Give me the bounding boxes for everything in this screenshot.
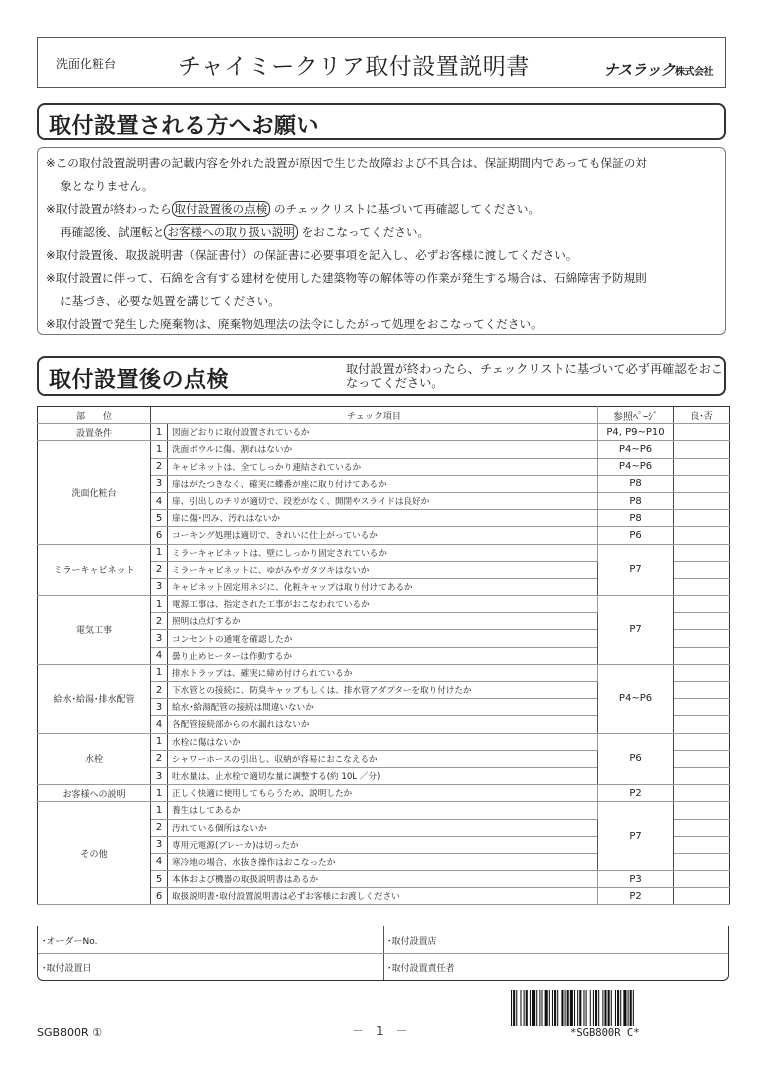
item-number: 5 [151,871,168,888]
check-item-text: 各配管接続部からの水漏れはないか [168,716,598,733]
barcode-text: *SGB800R C* [570,1027,640,1039]
checklist-row [38,733,730,750]
result-checkbox-cell[interactable] [674,853,730,870]
result-checkbox-cell[interactable] [674,819,730,836]
result-checkbox-cell[interactable] [674,699,730,716]
install-manager-field[interactable]: ･取付設置責任者 [387,964,455,974]
item-number: 3 [151,836,168,853]
part-category: 電気工事 [38,596,151,665]
barcode-bar [633,990,634,1026]
barcode-bar [577,990,578,1026]
barcode-bar [615,990,616,1026]
document-title: チャイミークリア取付設置説明書 [178,54,530,80]
order-no-field[interactable]: ･オーダーNo. [42,937,98,947]
ref-page: P4, P9~P10 [598,424,674,441]
check-item-text: 養生はしてあるか [168,802,598,819]
result-checkbox-cell[interactable] [674,871,730,888]
installation-info-box [37,926,729,981]
result-checkbox-cell[interactable] [674,561,730,578]
request-section-heading [37,103,726,140]
part-category: 給水･給湯･排水配管 [38,664,151,733]
result-checkbox-cell[interactable] [674,767,730,784]
ref-page: P8 [598,475,674,492]
ref-page: P8 [598,492,674,509]
part-category: その他 [38,802,151,905]
check-item-text: キャビネット固定用ネジに、化粧キャップは取り付けてあるか [168,578,598,595]
item-number: 5 [151,510,168,527]
part-category: 水栓 [38,733,151,785]
barcode-bar [570,990,573,1026]
check-item-text: 正しく快適に使用してもらうため、説明したか [168,785,598,802]
barcode-bar [623,990,626,1026]
inspection-checklist-table [37,406,730,905]
item-number: 6 [151,527,168,544]
checklist-row [38,785,730,802]
item-number: 2 [151,819,168,836]
document-header [37,37,726,88]
barcode-bar [620,990,621,1026]
note-text: ※取付設置が終わったら [46,202,172,216]
result-checkbox-cell[interactable] [674,596,730,613]
barcode-bar [539,990,540,1026]
barcode-bar [516,990,517,1026]
item-number: 1 [151,544,168,561]
part-category: お客様への説明 [38,785,151,802]
note-text: をおこなってください。 [297,225,430,239]
item-number: 1 [151,424,168,441]
item-number: 2 [151,561,168,578]
result-checkbox-cell[interactable] [674,802,730,819]
result-checkbox-cell[interactable] [674,492,730,509]
check-item-text: 扉に傷･凹み、汚れはないか [168,510,598,527]
check-item-text: 洗面ボウルに傷、割れはないか [168,441,598,458]
barcode-bar [579,990,581,1026]
checklist-row [38,596,730,613]
check-item-text: 照明は点灯するか [168,613,598,630]
barcode-bar [604,990,606,1026]
barcode-bar [561,990,563,1026]
result-checkbox-cell[interactable] [674,527,730,544]
header-part: 部 位 [38,407,151,424]
item-number: 3 [151,699,168,716]
barcode-bar [557,990,558,1026]
checklist-row [38,544,730,561]
barcode-bar [530,990,531,1026]
check-item-text: 汚れている個所はないか [168,819,598,836]
header-result: 良･否 [674,407,730,424]
note-text: のチェックリストに基づいて再確認してください。 [270,202,541,216]
barcode-bar [554,990,556,1026]
table-header-row [38,407,730,424]
result-checkbox-cell[interactable] [674,647,730,664]
installer-shop-field[interactable]: ･取付設置店 [387,937,437,947]
check-item-text: 水栓に傷はないか [168,733,598,750]
check-item-text: 本体および機器の取扱説明書はあるか [168,871,598,888]
request-note: ※取付設置後、取扱説明書（保証書付）の保証書に必要事項を記入し、必ずお客様に渡してください。 [46,248,578,262]
barcode-bar [545,990,548,1026]
ref-page: P7 [598,544,674,596]
checklist-body [38,424,730,905]
barcode-bar [549,990,550,1026]
request-note: に基づき、必要な処置を講じてください。 [60,294,280,308]
brand-logo [603,59,713,80]
result-checkbox-cell[interactable] [674,510,730,527]
result-checkbox-cell[interactable] [674,630,730,647]
item-number: 1 [151,802,168,819]
note-text: 再確認後、試運転と [60,225,165,239]
barcode-bar [611,990,612,1026]
barcode-icon [511,990,729,1028]
note-reference-pill: 取付設置後の点検 [172,201,271,217]
barcode-bar [524,990,525,1026]
ref-page: P8 [598,510,674,527]
inspection-section-heading [37,356,726,396]
result-checkbox-cell[interactable] [674,716,730,733]
part-category: 洗面化粧台 [38,441,151,544]
header-check-item: チェック項目 [151,407,598,424]
ref-page: P6 [598,527,674,544]
check-item-text: ミラーキャビネットは、壁にしっかり固定されているか [168,544,598,561]
item-number: 3 [151,630,168,647]
item-number: 2 [151,458,168,475]
check-item-text: 曇り止めヒーターは作動するか [168,647,598,664]
item-number: 1 [151,596,168,613]
item-number: 2 [151,613,168,630]
ref-page: P6 [598,733,674,785]
result-checkbox-cell[interactable] [674,836,730,853]
check-item-text: 排水トラップは、確実に締め付けられているか [168,664,598,681]
item-number: 2 [151,682,168,699]
item-number: 1 [151,733,168,750]
item-number: 6 [151,888,168,905]
check-item-text: コーキング処理は適切で、きれいに仕上がっているか [168,527,598,544]
ref-page: P2 [598,888,674,905]
request-note: 象となりません。 [60,179,154,193]
result-checkbox-cell[interactable] [674,613,730,630]
barcode-bar [617,990,619,1026]
check-item-text: シャワーホースの引出し、収納が容易におこなえるか [168,750,598,767]
ref-page: P4~P6 [598,664,674,733]
barcode-bar [513,990,515,1026]
barcode-bar [593,990,594,1026]
note-reference-pill: お客様への取り扱い説明 [164,224,298,240]
result-checkbox-cell[interactable] [674,424,730,441]
brand-suffix: 株式会社 [675,67,713,78]
page-number: － 1 － [352,1024,408,1038]
barcode-bar [574,990,575,1026]
barcode-bar [532,990,535,1026]
result-checkbox-cell[interactable] [674,750,730,767]
ref-page: P3 [598,871,674,888]
barcode-bar [520,990,521,1026]
barcode-bar [602,990,603,1026]
install-date-field[interactable]: ･取付設置日 [42,964,92,974]
result-checkbox-cell[interactable] [674,441,730,458]
check-item-text: 給水･給湯配管の接続は間違いないか [168,699,598,716]
result-checkbox-cell[interactable] [674,888,730,905]
info-divider-horizontal [38,953,728,954]
result-checkbox-cell[interactable] [674,578,730,595]
barcode-bar [526,990,528,1026]
request-notes [37,147,726,335]
check-item-text: 図面どおりに取付設置されているか [168,424,598,441]
result-checkbox-cell[interactable] [674,475,730,492]
item-number: 1 [151,441,168,458]
inspection-note: 取付設置が終わったら、チェックリストに基づいて必ず再確認をおこなってください。 [346,362,724,390]
ref-page: P4~P6 [598,441,674,458]
brand-name: ナスラック [603,61,675,79]
checklist-row [38,802,730,819]
barcode-bar [595,990,597,1026]
inspection-heading-text: 取付設置後の点検 [49,368,230,393]
item-number: 4 [151,647,168,664]
header-ref-page: 参照ﾍﾟｰｼﾞ [598,407,674,424]
check-item-text: 扉、引出しのチリが適切で、段差がなく、開閉やスライドは良好か [168,492,598,509]
barcode-bar [598,990,599,1026]
check-item-text: キャビネットは、全てしっかり連結されているか [168,458,598,475]
result-checkbox-cell[interactable] [674,785,730,802]
checklist-row [38,664,730,681]
check-item-text: 電源工事は、指定された工事がおこなわれているか [168,596,598,613]
item-number: 1 [151,785,168,802]
check-item-text: 取扱説明書･取付設置説明書は必ずお客様にお渡しください [168,888,598,905]
check-item-text: 下水管との接続に、防臭キャップもしくは、排水管アダプターを取り付けたか [168,682,598,699]
result-checkbox-cell[interactable] [674,544,730,561]
ref-page: P4~P6 [598,458,674,475]
result-checkbox-cell[interactable] [674,664,730,681]
ref-page: P7 [598,596,674,665]
barcode-bar [565,990,566,1026]
request-note: ※この取付設置説明書の記載内容を外れた設置が原因で生じた故障および不具合は、保証期間内であっても保証の対 [46,156,647,170]
check-item-text: 扉はがたつきなく、確実に蝶番が座に取り付けてあるか [168,475,598,492]
item-number: 2 [151,750,168,767]
barcode-bar [608,990,610,1026]
barcode-bar [567,990,569,1026]
result-checkbox-cell[interactable] [674,733,730,750]
check-item-text: 専用元電源(ブレーカ)は切ったか [168,836,598,853]
request-heading-text: 取付設置される方へお願い [49,114,320,139]
item-number: 4 [151,492,168,509]
ref-page: P7 [598,802,674,871]
barcode-bar [541,990,542,1026]
item-number: 3 [151,578,168,595]
result-checkbox-cell[interactable] [674,682,730,699]
barcode-bar [630,990,632,1026]
document-code: SGB800R ① [37,1026,103,1039]
barcode-bar [511,990,512,1026]
request-note: ※取付設置に伴って、石綿を含有する建材を使用した建築物等の解体等の作業が発生する場合は、石綿障害予防規則 [46,271,647,285]
barcode-bar [590,990,591,1026]
barcode-bar [536,990,537,1026]
check-item-text: コンセントの通電を確認したか [168,630,598,647]
ref-page: P2 [598,785,674,802]
part-category: 設置条件 [38,424,151,441]
barcode-bar [586,990,587,1026]
request-note: ※取付設置で発生した廃棄物は、廃棄物処理法の法令にしたがって処理をおこなってください。 [46,317,543,331]
barcode-bar [552,990,553,1026]
item-number: 4 [151,853,168,870]
item-number: 4 [151,716,168,733]
check-item-text: 寒冷地の場合、水抜き操作はおこなったか [168,853,598,870]
item-number: 3 [151,475,168,492]
check-item-text: 吐水量は、止水栓で適切な量に調整する(約 10L ／分) [168,767,598,784]
item-number: 1 [151,664,168,681]
checklist-row [38,441,730,458]
product-type: 洗面化粧台 [56,57,117,71]
part-category: ミラーキャビネット [38,544,151,596]
request-note [46,221,717,244]
barcode-bar [628,990,629,1026]
item-number: 3 [151,767,168,784]
checklist-row [38,424,730,441]
result-checkbox-cell[interactable] [674,458,730,475]
check-item-text: ミラーキャビネットに、ゆがみやガタツキはないか [168,561,598,578]
barcode-bar [583,990,584,1026]
request-note [46,198,717,221]
